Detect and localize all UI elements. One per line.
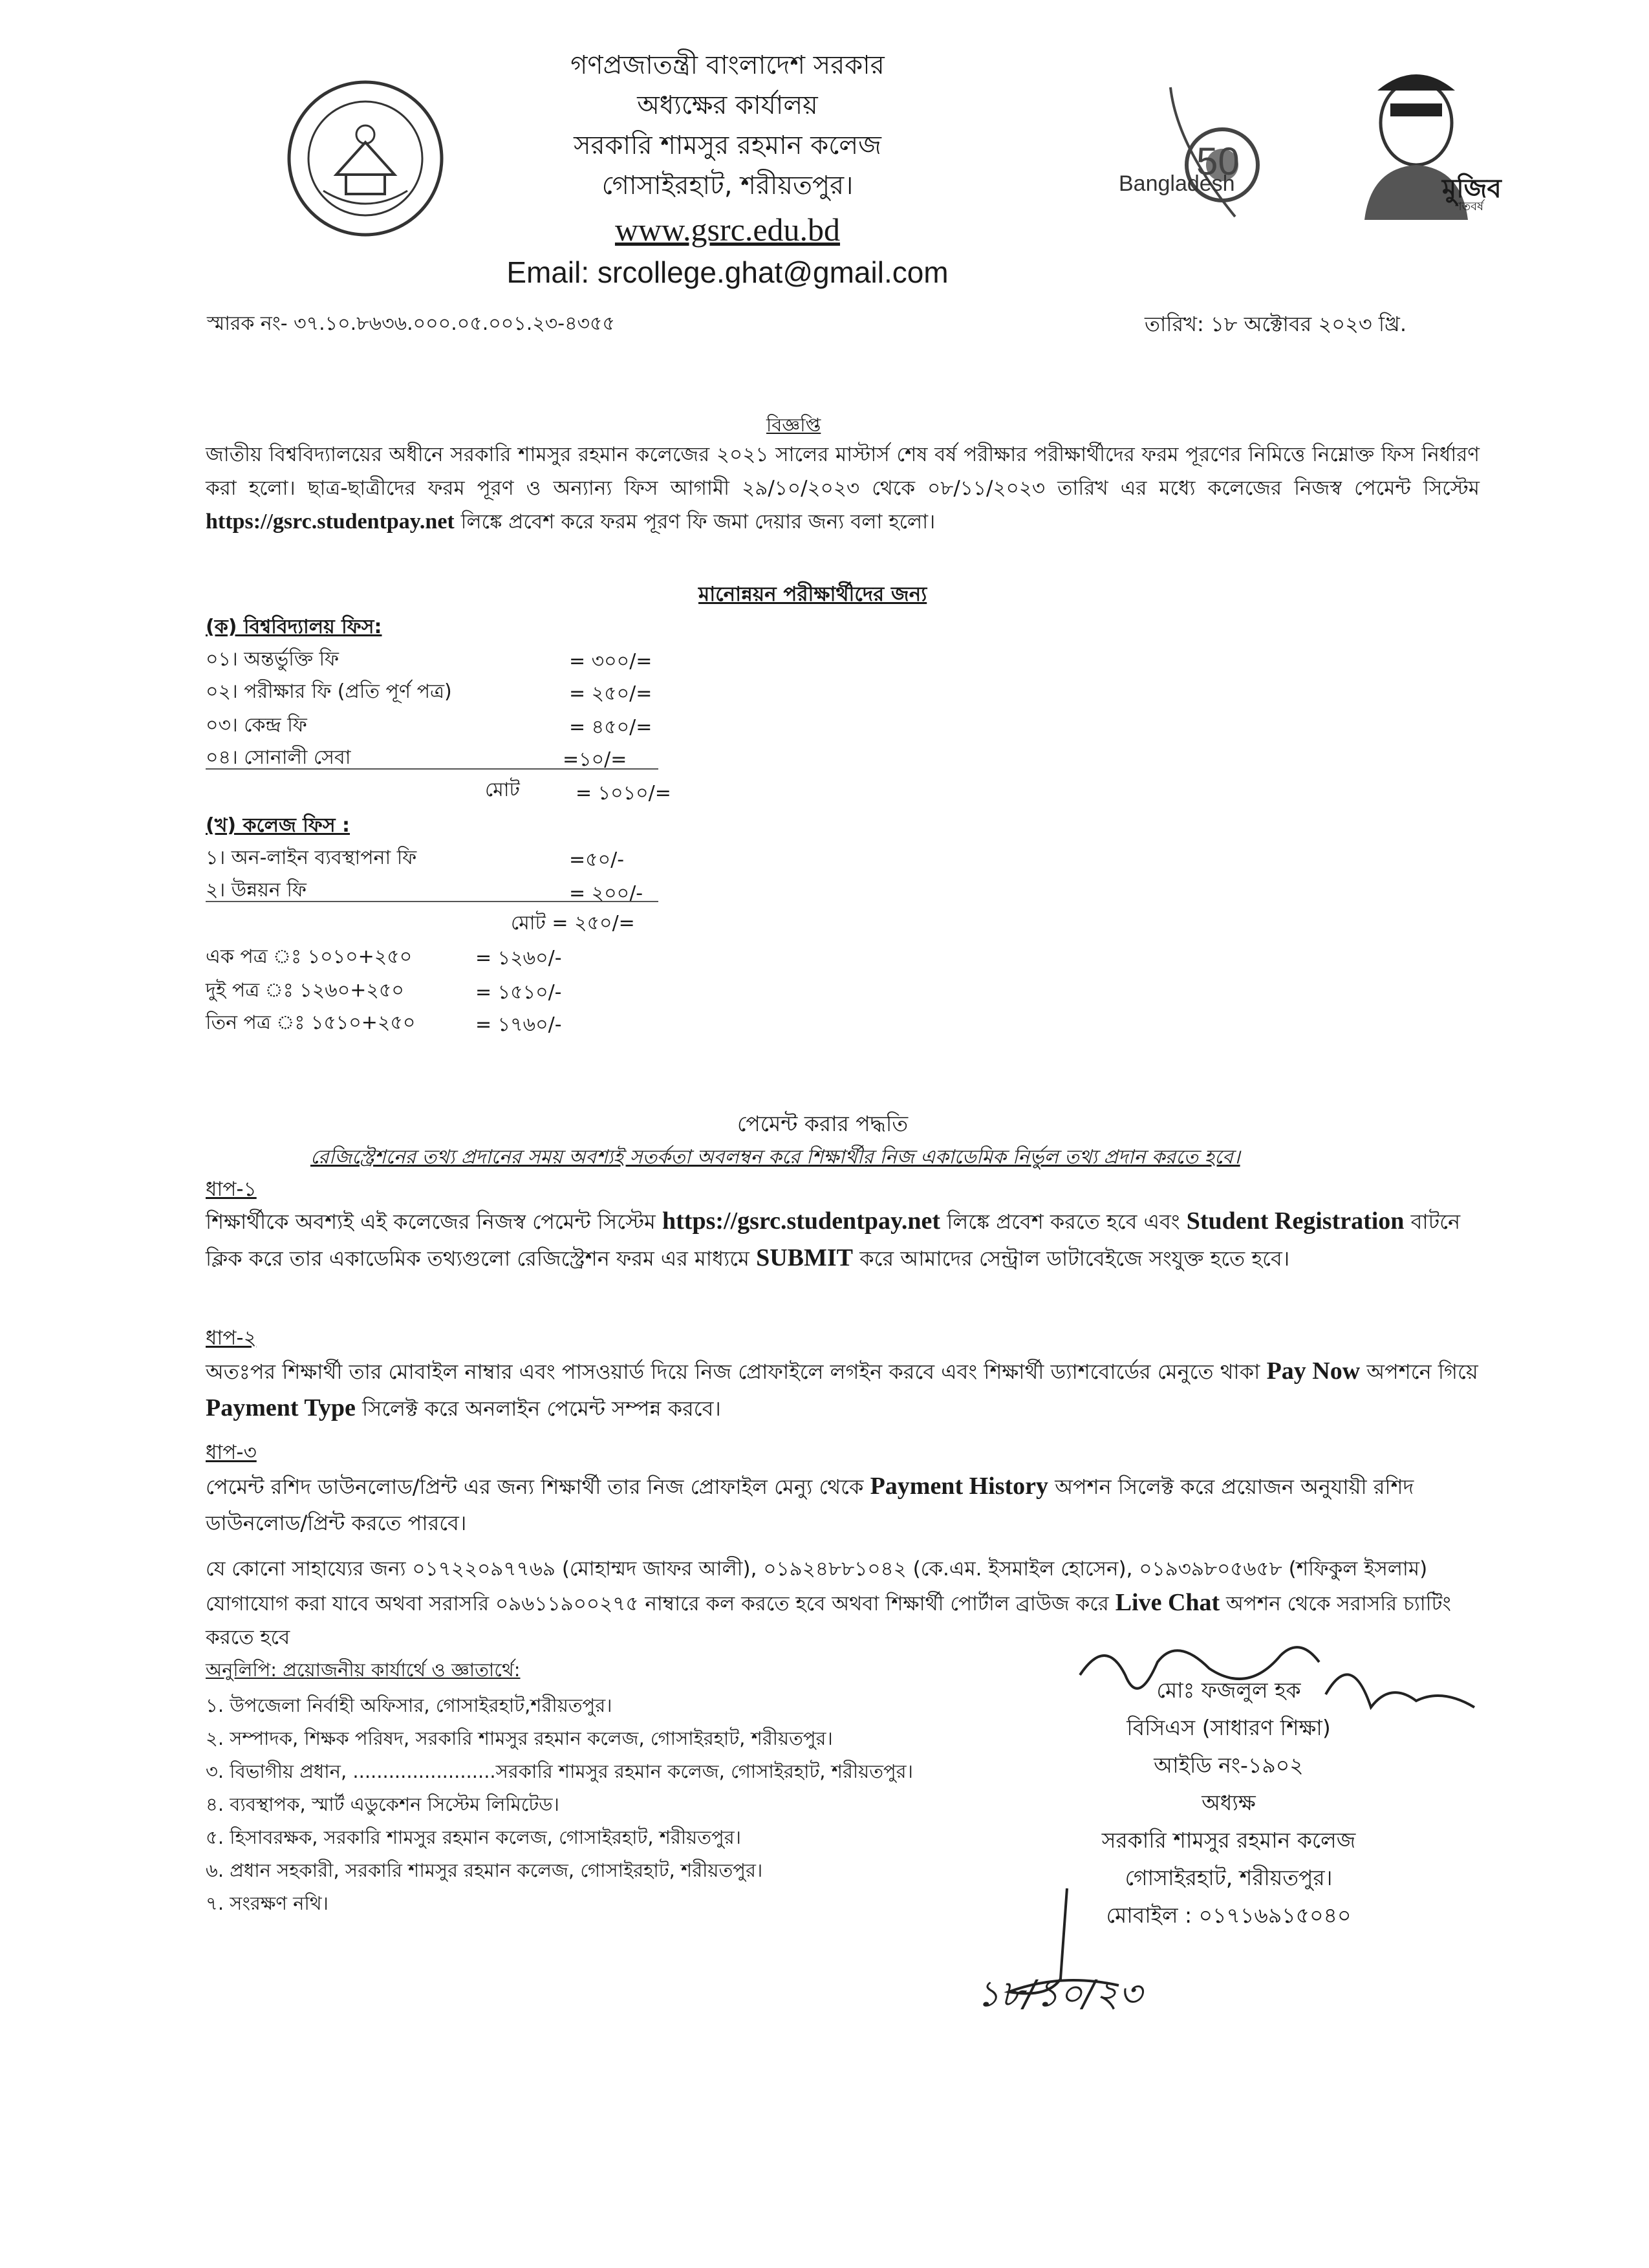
college-fee-label: ২। উন্নয়ন ফি (206, 879, 307, 902)
step2-text-c: সিলেক্ট করে অনলাইন পেমেন্ট সম্পন্ন করবে। (355, 1396, 721, 1421)
handwritten-date: ১৮/১০/২৩ (976, 1973, 1142, 2015)
mujib-sub-label: শতবর্ষ (1455, 200, 1484, 213)
step1-text-b: লিঙ্কে প্রবেশ করতে হবে এবং (940, 1209, 1187, 1234)
list-item: ৬. প্রধান সহকারী, সরকারি শামসুর রহমান কলেজ, গোসাইরহাট, শরীয়তপুর। (206, 1859, 763, 1881)
payment-type-label: Payment Type (206, 1394, 356, 1421)
univ-fee-amount: =১০/= (563, 748, 627, 771)
list-item: ১. উপজেলা নির্বাহী অফিসার, গোসাইরহাট,শরীয়তপুর। (206, 1694, 612, 1716)
college-fees-title: (খ) কলেজ ফিস : (206, 814, 350, 837)
paper-label: দুই পত্র ঃ ১২৬০+২৫০ (206, 979, 404, 1002)
step1-text-c: বাটনে ক্লিক করে তার একাডেমিক তথ্যগুলো রেজিস্ট্রেশন ফরম এর মাধ্যমে (206, 1209, 1461, 1271)
univ-fee-divider (206, 768, 658, 770)
notice-text-1: জাতীয় বিশ্ববিদ্যালয়ের অধীনে সরকারি শামসুর রহমান কলেজের ২০২১ সালের মাস্টার্স শেষ বর্ষ পরীক্ষার পরীক্ষার্থীদের ফরম পূরণের নিমিত্তে নিম্নোক্ত ফিস নির্ধারণ করা হলো। ছাত্র-ছাত্রীদের ফরম পূরণ ও অন্যান্য ফিস আগামী ২৯/১০/২০২৩ থেকে ০৮/১১/২০২৩ তারিখ এর মধ্যে কলেজের নিজস্ব পেমেন্ট সিস্টেম (206, 443, 1480, 500)
univ-fee-amount: = ৪৫০/= (569, 716, 652, 739)
list-item: ২. সম্পাদক, শিক্ষক পরিষদ, সরকারি শামসুর রহমান কলেজ, গোসাইরহাট, শরীয়তপুর। (206, 1727, 833, 1749)
univ-total-label: মোট (485, 779, 520, 801)
college-fee-amount: =৫০/- (569, 848, 625, 871)
college-name: সরকারি শামসুর রহমান কলেজ (574, 131, 881, 160)
univ-fee-amount: = ৩০০/= (569, 650, 652, 673)
gov-title: গণপ্রজাতন্ত্রী বাংলাদেশ সরকার (570, 50, 885, 80)
mujib-portrait (1345, 65, 1500, 220)
letterhead (485, 45, 970, 292)
college-total: মোট = ২৫০/= (511, 912, 635, 934)
list-item: ৪. ব্যবস্থাপক, স্মার্ট এডুকেশন সিস্টেম লিমিটেড। (206, 1793, 559, 1815)
univ-fee-amount: = ২৫০/= (569, 682, 652, 705)
step1-text-d: করে আমাদের সেন্ট্রাল ডাটাবেইজে সংযুক্ত হতে হবে। (853, 1246, 1290, 1271)
signatory-id: আইডি নং-১৯০২ (1154, 1753, 1304, 1778)
signatory-mobile: মোবাইল : ০১৭১৬৯১৫০৪০ (1106, 1903, 1352, 1928)
payment-warning: রেজিস্ট্রেশনের তথ্য প্রদানের সময় অবশ্যই সতর্কতা অবলম্বন করে শিক্ষার্থীর নিজ একাডেমিক নির্ভুল তথ্য প্রদান করতে হবে। (310, 1146, 1240, 1169)
list-item: ৫. হিসাবরক্ষক, সরকারি শামসুর রহমান কলেজ, গোসাইরহাট, শরীয়তপুর। (206, 1826, 742, 1848)
submit-label: SUBMIT (756, 1244, 854, 1271)
step2-text (206, 1353, 1480, 1427)
univ-fee-label: ০৩। কেন্দ্র ফি (206, 714, 307, 737)
mujib-label: মুজিব (1442, 174, 1502, 204)
univ-fee-label: ০২। পরীক্ষার ফি (প্রতি পূর্ণ পত্র) (206, 680, 452, 703)
notice-subtitle: মানোন্নয়ন পরীক্ষার্থীদের জন্য (698, 583, 927, 606)
signatory-college: সরকারি শামসুর রহমান কলেজ (1101, 1828, 1356, 1853)
memo-ref: স্মারক নং- ৩৭.১০.৮৬৩৬.০০০.০৫.০০১.২৩-৪৩৫৫ (207, 312, 615, 335)
step2-text-b: অপশনে গিয়ে (1360, 1359, 1478, 1384)
step1-text (206, 1203, 1480, 1277)
list-item: ৩. বিভাগীয় প্রধান, ........................সরকারি শামসুর রহমান কলেজ, গোসাইরহাট, শরীয়তপুর। (206, 1760, 914, 1782)
emblem-50-label: Bangladesh (1119, 171, 1235, 196)
live-chat-label: Live Chat (1115, 1589, 1220, 1616)
college-fee-amount: = ২০০/- (569, 882, 643, 905)
univ-fees-title: (ক) বিশ্ববিদ্যালয় ফিস: (206, 616, 382, 638)
email-address: Email: srcollege.ghat@gmail.com (506, 255, 949, 289)
step3-text-a: পেমেন্ট রশিদ ডাউনলোড/প্রিন্ট এর জন্য শিক্ষার্থী তার নিজ প্রোফাইল মেন্যু থেকে (206, 1474, 870, 1499)
notice-text-2: লিঙ্কে প্রবেশ করে ফরম পূরণ ফি জমা দেয়ার জন্য বলা হলো। (454, 510, 936, 534)
copies-title: অনুলিপি: প্রয়োজনীয় কার্যার্থে ও জ্ঞাতার্থে: (206, 1659, 521, 1681)
step2-title: ধাপ-২ (206, 1326, 257, 1350)
payment-history-label: Payment History (870, 1473, 1049, 1500)
signatory-place: গোসাইরহাট, শরীয়তপুর। (1125, 1865, 1333, 1890)
step3-title: ধাপ-৩ (206, 1441, 257, 1464)
memo-date: তারিখ: ১৮ অক্টোবর ২০২৩ খ্রি. (1145, 312, 1406, 336)
signatory-cadre: বিসিএস (সাধারণ শিক্ষা) (1126, 1715, 1331, 1740)
college-address: গোসাইরহাট, শরীয়তপুর। (601, 171, 854, 200)
paper-label: তিন পত্র ঃ ১৫১০+২৫০ (206, 1011, 416, 1034)
notice-link[interactable]: https://gsrc.studentpay.net (206, 510, 455, 534)
step1-title: ধাপ-১ (206, 1178, 257, 1201)
copies-list (206, 1689, 913, 1920)
paper-amount: = ১২৬০/- (475, 947, 562, 969)
pay-now-label: Pay Now (1266, 1357, 1361, 1385)
notice-paragraph (206, 438, 1480, 539)
step3-text (206, 1468, 1480, 1541)
signatory-post: অধ্যক্ষ (1202, 1790, 1256, 1815)
emblem-50-number: 50 (1196, 140, 1240, 183)
univ-fee-label: ০১। অন্তর্ভুক্তি ফি (206, 648, 339, 671)
list-item: ৭. সংরক্ষণ নথি। (206, 1892, 329, 1914)
paper-amount: = ১৫১০/- (475, 981, 562, 1004)
univ-total-amount: = ১০১০/= (576, 782, 671, 805)
paper-amount: = ১৭৬০/- (475, 1013, 562, 1036)
help-text-a: যে কোনো সাহায্যের জন্য ০১৭২২০৯৭৭৬৯ (মোহাম্মদ জাফর আলী), ০১৯২৪৮৮১০৪২ (কে.এম. ইসমাইল হোসেন), ০১৯৩৯৮০৫৬৫৮ (শফিকুল ইসলাম) যোগাযোগ করা যাবে অথবা সরাসরি ০৯৬১১৯০০২৭৫ নাম্বারে কল করতে হবে অথবা শিক্ষার্থী পোর্টাল ব্রাউজ করে (206, 1557, 1428, 1615)
step2-text-a: অতঃপর শিক্ষার্থী তার মোবাইল নাম্বার এবং পাসওয়ার্ড দিয়ে নিজ প্রোফাইলে লগইন করবে এবং শিক্ষার্থী ড্যাশবোর্ডের মেনুতে থাকা (206, 1359, 1267, 1384)
website-link[interactable]: www.gsrc.edu.bd (614, 211, 841, 248)
signatory-name: মোঃ ফজলুল হক (1156, 1678, 1301, 1703)
emblem-50-logo (1099, 68, 1267, 236)
college-logo (285, 78, 446, 239)
college-fee-label: ১। অন-লাইন ব্যবস্থাপনা ফি (206, 847, 417, 869)
paper-label: এক পত্র ঃ ১০১০+২৫০ (206, 945, 413, 968)
univ-fee-label: ০৪। সোনালী সেবা (206, 746, 351, 769)
office-title: অধ্যক্ষের কার্যালয় (637, 91, 818, 120)
step3-text-b: অপশন সিলেক্ট করে প্রয়োজন অনুযায়ী রশিদ ডাউনলোড/প্রিন্ট করতে পারবে। (206, 1474, 1414, 1535)
student-registration-button-label: Student Registration (1186, 1207, 1405, 1235)
help-text-b: অপশন থেকে সরাসরি চ্যাটিং করতে হবে (206, 1592, 1451, 1649)
step1-link[interactable]: https://gsrc.studentpay.net (662, 1207, 941, 1235)
step1-text-a: শিক্ষার্থীকে অবশ্যই এই কলেজের নিজস্ব পেমেন্ট সিস্টেম (206, 1209, 663, 1234)
payment-title: পেমেন্ট করার পদ্ধতি (737, 1111, 909, 1136)
notice-title: বিজ্ঞপ্তি (766, 414, 821, 436)
college-fee-divider (206, 901, 658, 902)
